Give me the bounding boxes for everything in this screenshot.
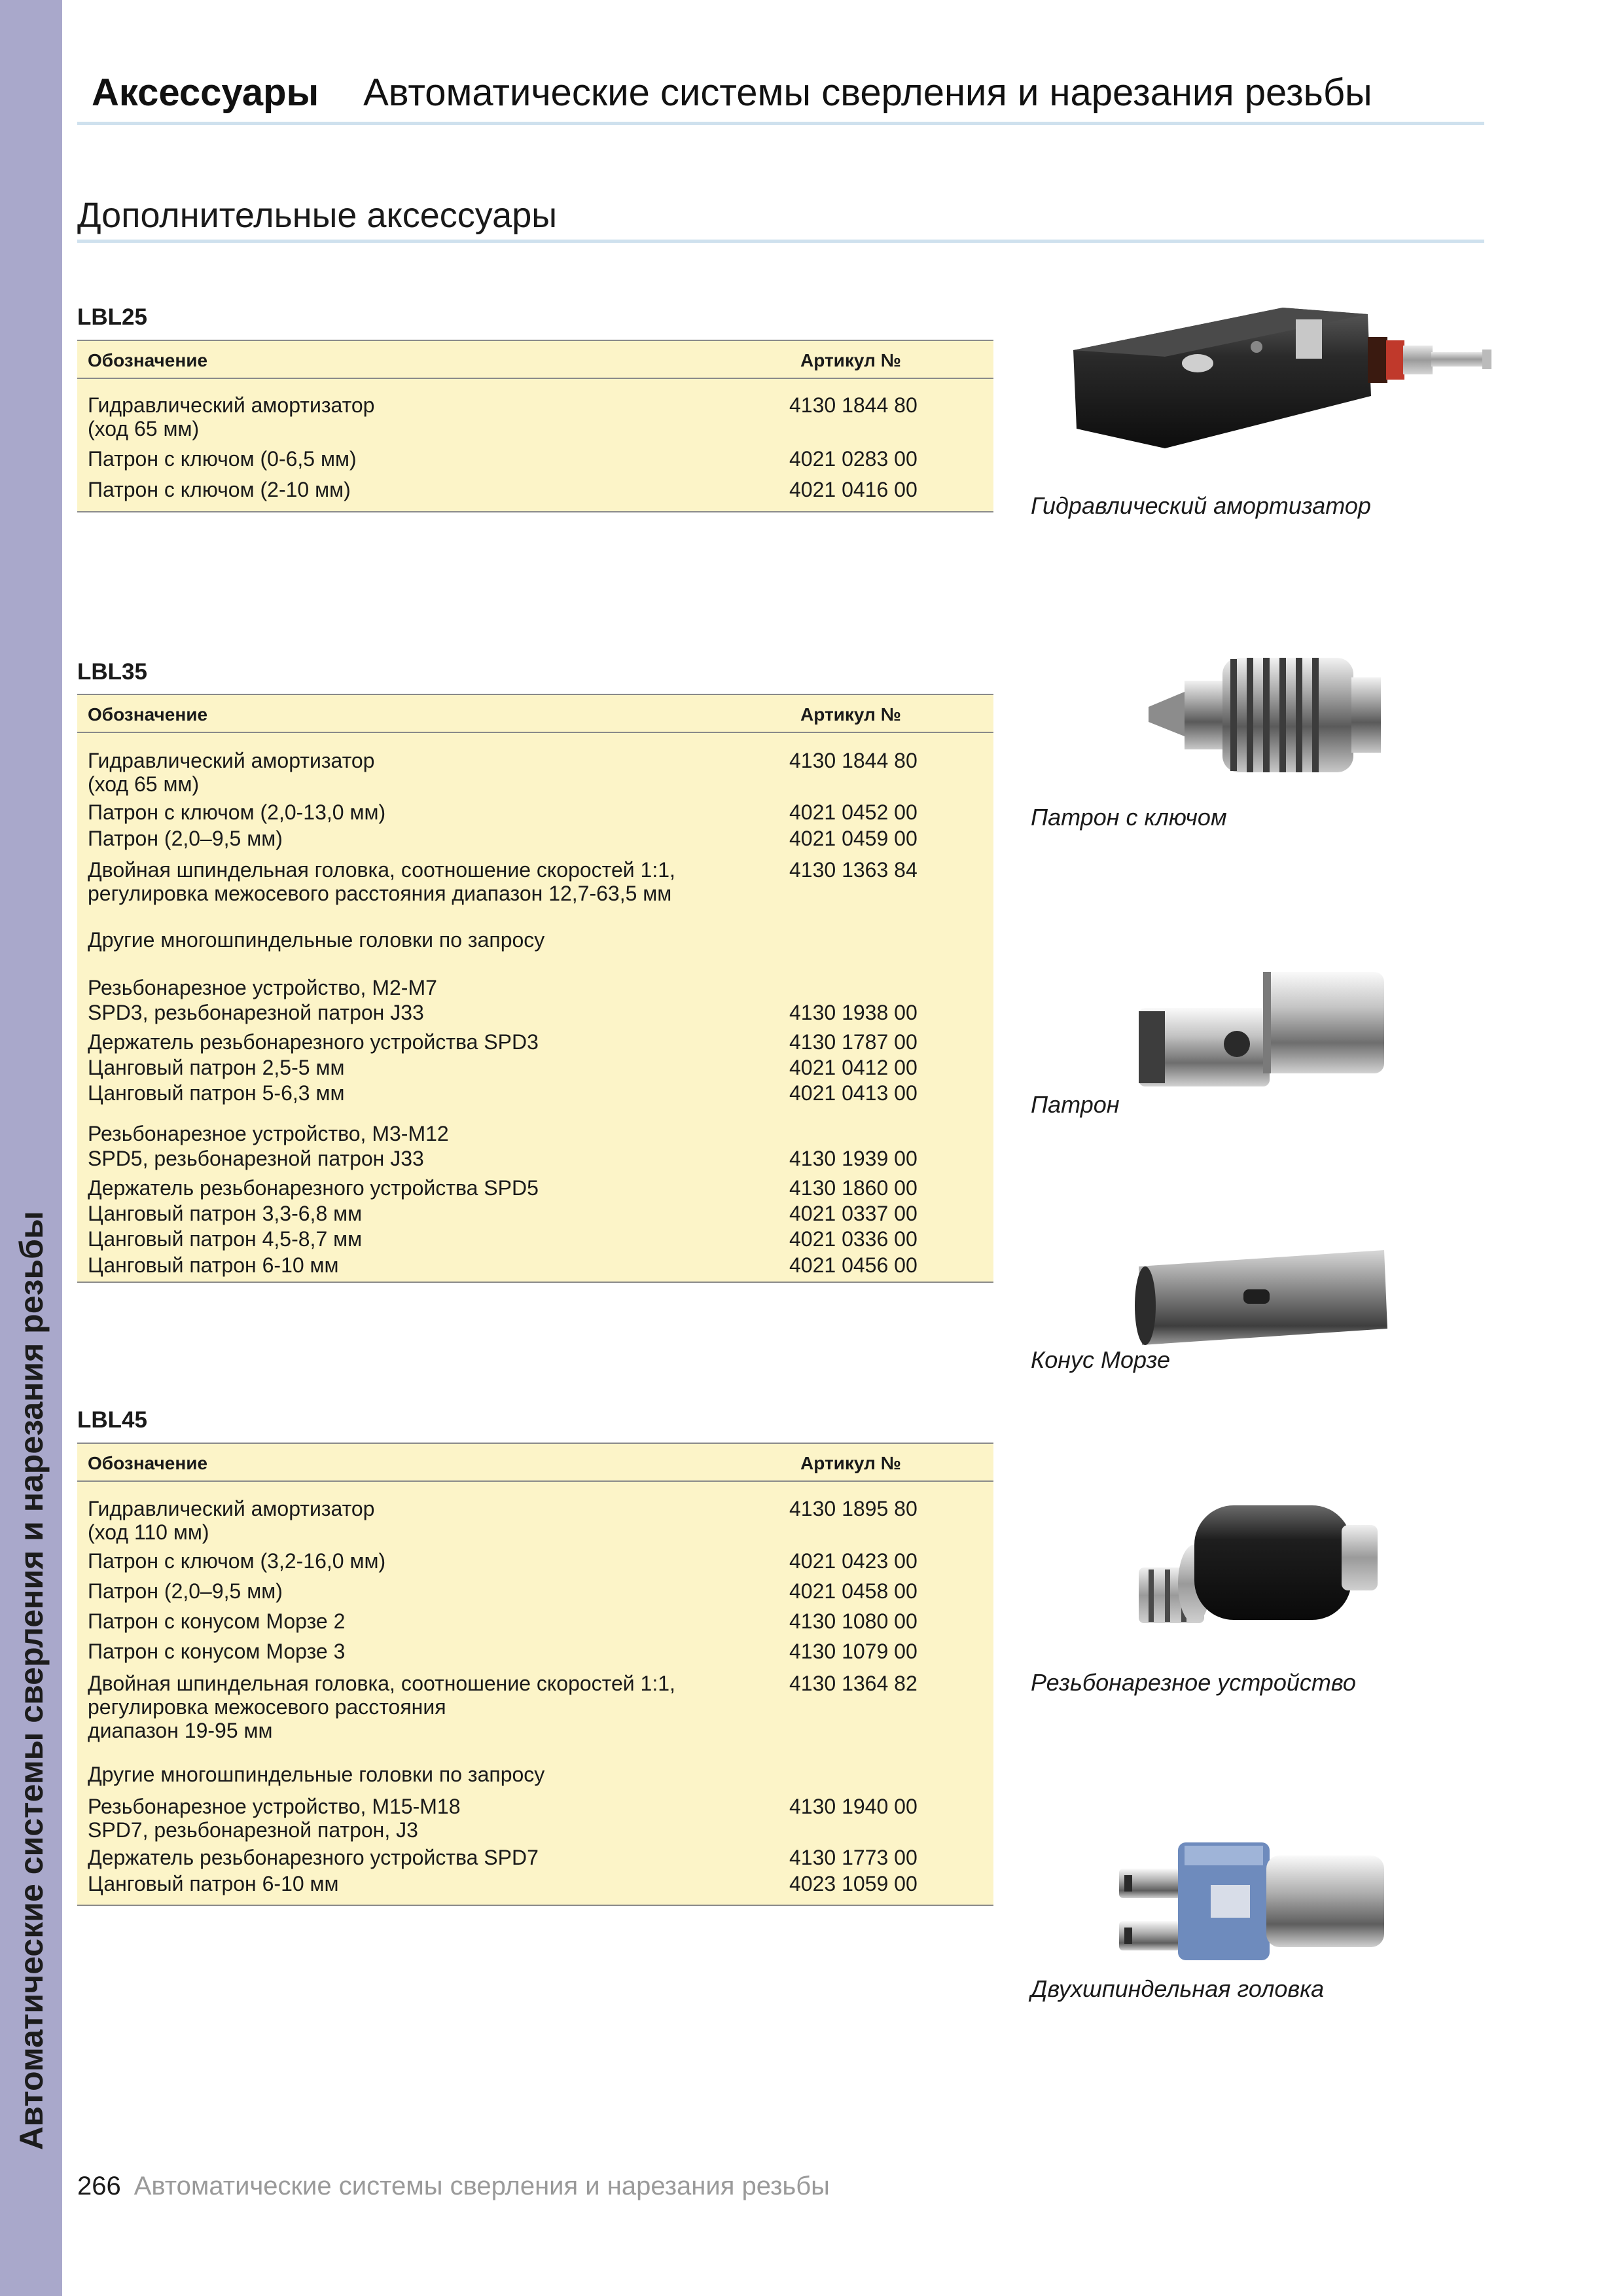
row-article: 4021 0456 00 [789,1253,918,1277]
header-rule [77,122,1484,125]
caption-key-chuck: Патрон с ключом [1031,804,1227,831]
row-article: 4130 1844 80 [789,393,918,417]
row-article: 4130 1844 80 [789,749,918,772]
row-description: SPD3, резьбонарезной патрон J33 [88,1001,424,1024]
col-article: Артикул № [800,1453,901,1473]
row-article: 4130 1860 00 [789,1176,918,1200]
row-article: 4021 0416 00 [789,478,918,501]
row-article: 4023 1059 00 [789,1872,918,1895]
row-description: Гидравлический амортизатор (ход 65 мм) [88,393,375,440]
row-description: Цанговый патрон 4,5-8,7 мм [88,1227,363,1251]
row-description: Цанговый патрон 3,3-6,8 мм [88,1202,363,1225]
row-description: Патрон с конусом Морзе 2 [88,1609,346,1633]
row-description: SPD5, резьбонарезной патрон J33 [88,1147,424,1170]
row-article: 4130 1079 00 [789,1640,918,1663]
table-header [77,1444,993,1482]
row-article: 4130 1787 00 [789,1030,918,1054]
double-spindle-head-image [1113,1826,1394,1977]
row-description: Гидравлический амортизатор (ход 110 мм) [88,1497,375,1544]
row-description: Цанговый патрон 6-10 мм [88,1253,339,1277]
row-article: 4021 0337 00 [789,1202,918,1225]
row-article: 4130 1895 80 [789,1497,918,1520]
row-article: 4021 0459 00 [789,827,918,850]
row-description: Двойная шпиндельная головка, соотношение скоростей 1:1, регулировка межосевого расстояния диапазон 12,7-63,5 мм [88,858,675,905]
col-article: Артикул № [800,350,901,370]
row-article: 4021 0412 00 [789,1056,918,1079]
row-description: Держатель резьбонарезного устройства SPD3 [88,1030,539,1054]
page-title: Аксессуары [92,71,319,114]
row-article: 4130 1773 00 [789,1846,918,1869]
caption-chuck: Патрон [1031,1091,1120,1118]
section-rule [77,240,1484,243]
row-article: 4021 0413 00 [789,1081,918,1105]
page-header [92,71,1372,115]
row-description: Цанговый патрон 5-6,3 мм [88,1081,345,1105]
row-description: Держатель резьбонарезного устройства SPD7 [88,1846,539,1869]
row-description: Цанговый патрон 2,5-5 мм [88,1056,345,1079]
table-title-lbl25: LBL25 [77,304,147,330]
table-lbl45 [77,1443,993,1906]
col-designation: Обозначение [88,350,208,370]
table-lbl25 [77,340,993,512]
row-article: 4021 0336 00 [789,1227,918,1251]
row-description: Другие многошпиндельные головки по запросу [88,928,545,952]
hydraulic-damper-image [1060,288,1499,471]
key-chuck-image [1139,645,1387,785]
col-designation: Обозначение [88,704,208,725]
row-article: 4130 1939 00 [789,1147,918,1170]
table-lbl35 [77,694,993,1283]
section-heading: Дополнительные аксессуары [77,196,558,235]
tapping-device-image [1132,1492,1387,1643]
row-description: Патрон с ключом (0-6,5 мм) [88,447,357,471]
sidebar-title: Автоматические системы сверления и нарезания резьбы [13,1211,50,2150]
table-title-lbl45: LBL45 [77,1407,147,1433]
row-article: 4130 1080 00 [789,1609,918,1633]
row-description: Другие многошпиндельные головки по запросу [88,1763,545,1786]
row-article: 4130 1364 82 [789,1672,918,1695]
row-article: 4130 1363 84 [789,858,918,882]
row-description: Держатель резьбонарезного устройства SPD5 [88,1176,539,1200]
page-number: 266 [77,2172,121,2200]
row-description: Патрон с конусом Морзе 3 [88,1640,346,1663]
table-title-lbl35: LBL35 [77,659,147,685]
page-footer [77,2172,830,2201]
page-subtitle: Автоматические системы сверления и нарезания резьбы [363,71,1372,114]
row-description: Цанговый патрон 6-10 мм [88,1872,339,1895]
col-article: Артикул № [800,704,901,725]
row-description: Патрон с ключом (2,0-13,0 мм) [88,800,386,824]
caption-hydraulic-damper: Гидравлический амортизатор [1031,492,1371,519]
caption-double-spindle-head: Двухшпиндельная головка [1031,1975,1325,2002]
table-header [77,695,993,733]
chuck-image [1126,959,1394,1096]
row-description: Резьбонарезное устройство, M3-M12 [88,1122,449,1145]
caption-morse-taper: Конус Морзе [1031,1346,1171,1373]
row-description: Резьбонарезное устройство, M15-M18 SPD7, резьбонарезной патрон, J3 [88,1795,461,1842]
row-article: 4021 0283 00 [789,447,918,471]
row-description: Патрон (2,0–9,5 мм) [88,1579,283,1603]
row-description: Патрон с ключом (2-10 мм) [88,478,351,501]
col-designation: Обозначение [88,1453,208,1473]
footer-text: Автоматические системы сверления и нарезания резьбы [134,2172,830,2200]
caption-tapping-device: Резьбонарезное устройство [1031,1669,1356,1696]
table-header [77,341,993,379]
morse-taper-image [1126,1247,1394,1352]
row-article: 4021 0423 00 [789,1549,918,1573]
row-description: Гидравлический амортизатор (ход 65 мм) [88,749,375,796]
row-description: Патрон с ключом (3,2-16,0 мм) [88,1549,386,1573]
row-article: 4021 0452 00 [789,800,918,824]
row-article: 4021 0458 00 [789,1579,918,1603]
row-description: Патрон (2,0–9,5 мм) [88,827,283,850]
row-description: Двойная шпиндельная головка, соотношение скоростей 1:1, регулировка межосевого расстояния диапазон 19-95 мм [88,1672,675,1742]
row-article: 4130 1938 00 [789,1001,918,1024]
row-description: Резьбонарезное устройство, M2-M7 [88,976,437,999]
row-article: 4130 1940 00 [789,1795,918,1818]
